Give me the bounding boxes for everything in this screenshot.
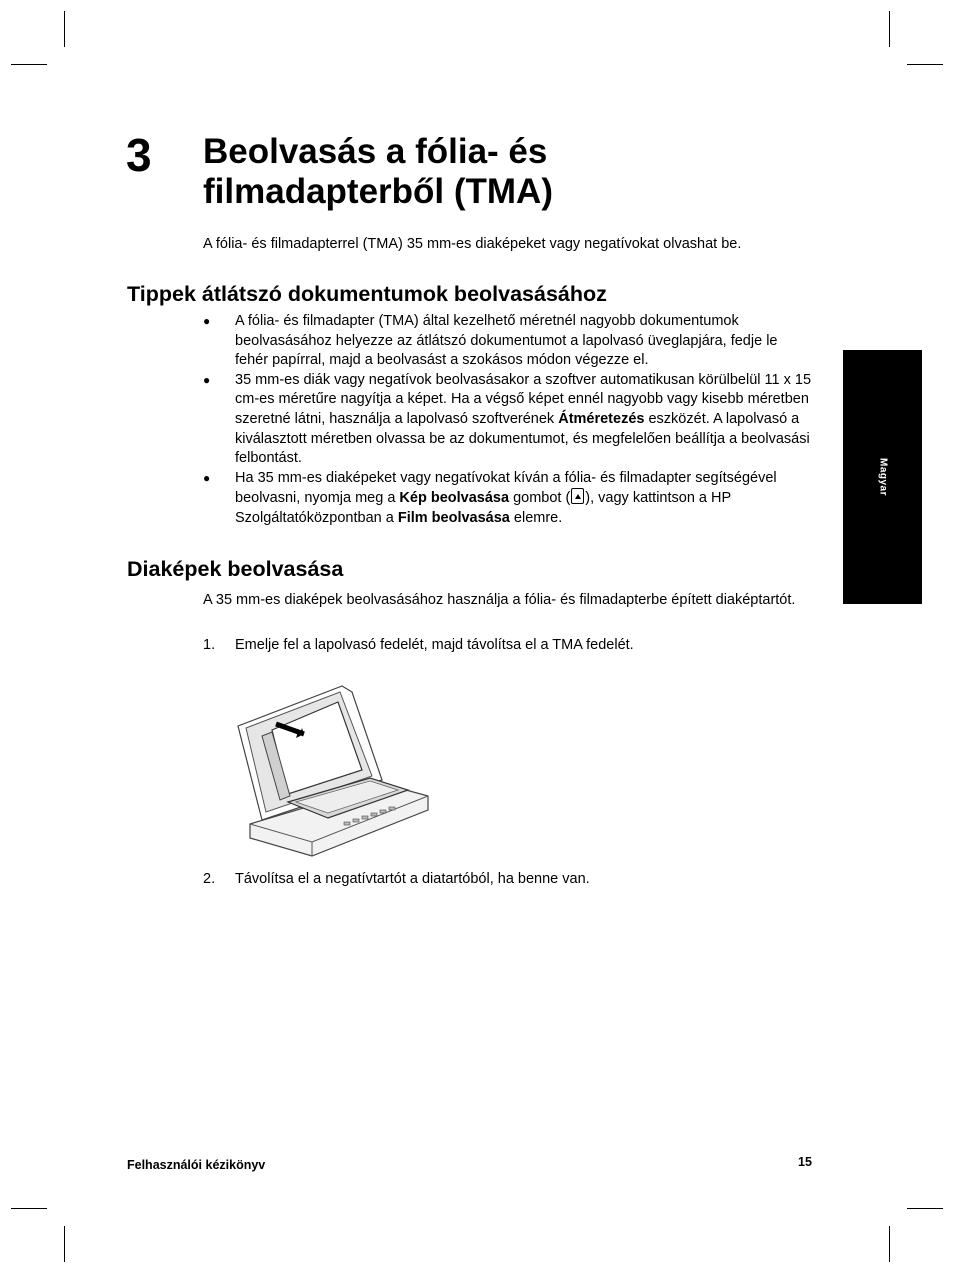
section-heading-slides: Diaképek beolvasása — [127, 557, 344, 581]
bullet-text: Ha 35 mm-es diaképeket vagy negatívokat kíván a fólia- és filmadapter segítségével beolvasni, nyomja meg a — [235, 469, 777, 507]
crop-mark — [889, 1226, 890, 1262]
step-number: 1. — [203, 637, 216, 653]
list-item — [203, 371, 813, 469]
crop-mark — [11, 1208, 47, 1209]
crop-mark — [64, 1226, 65, 1262]
bullet-text: gombot ( — [509, 490, 571, 507]
bullet-text: 35 mm-es diák vagy negatívok beolvasásakor a szoftver automatikusan körülbelül 11 x 15 cm-es méretűre nagyítja a képet. Ha a végső képet ennél nagyobb vagy kisebb méretben szeretné látni, használja a lapolvasó szoftverének — [235, 371, 812, 427]
crop-mark — [907, 1208, 943, 1209]
step-2 — [203, 871, 590, 887]
crop-mark — [889, 11, 890, 47]
crop-mark — [64, 11, 65, 47]
chapter-intro: A fólia- és filmadapterrel (TMA) 35 mm-es diaképeket vagy negatívokat olvashat be. — [203, 236, 742, 252]
side-tab-label: Magyar — [877, 457, 888, 497]
step-1 — [203, 637, 634, 653]
section-heading-tips: Tippek átlátszó dokumentumok beolvasásához — [127, 282, 607, 306]
crop-mark — [11, 64, 47, 65]
slides-intro: A 35 mm-es diaképek beolvasásához használja a fólia- és filmadapterbe épített diaképtartót. — [203, 592, 796, 608]
step-number: 2. — [203, 871, 216, 887]
chapter-title-line1: Beolvasás a fólia- és — [203, 132, 548, 171]
bold-term: Kép beolvasása — [399, 490, 510, 507]
bullet-text: eszközét. A lapolvasó a kiválasztott méretben olvassa be az dokumentumot, és megfelelően beállítja a beolvasási felbontást. — [235, 410, 810, 467]
bullet-text: ), vagy kattintson a HP Szolgáltatóközpontban a — [235, 490, 731, 526]
list-item — [203, 312, 813, 371]
crop-mark — [907, 64, 943, 65]
bold-term: Film beolvasása — [397, 509, 510, 526]
chapter-number: 3 — [126, 129, 152, 181]
language-side-tab — [843, 350, 922, 604]
footer-title: Felhasználói kézikönyv — [127, 1158, 266, 1172]
scanner-illustration — [232, 684, 432, 864]
list-item — [203, 469, 813, 529]
scan-picture-button-icon — [571, 488, 584, 504]
step-text: Távolítsa el a negatívtartót a diatartóból, ha benne van. — [235, 871, 590, 887]
step-text: Emelje fel a lapolvasó fedelét, majd távolítsa el a TMA fedelét. — [235, 637, 634, 653]
bullet-text: elemre. — [509, 509, 563, 526]
bold-term: Átméretezés — [558, 410, 645, 427]
page-number: 15 — [798, 1155, 812, 1169]
tips-list — [203, 312, 813, 529]
chapter-title-line2: filmadapterből (TMA) — [203, 172, 553, 211]
bullet-text: A fólia- és filmadapter (TMA) által kezelhető méretnél nagyobb dokumentumok beolvasásához helyezze az átlátszó dokumentumot a lapolvasó üveglapjára, fedje le fehér papírral, majd a beolvasást a szokásos módon végezze el. — [235, 313, 778, 369]
chapter-title — [203, 132, 553, 212]
